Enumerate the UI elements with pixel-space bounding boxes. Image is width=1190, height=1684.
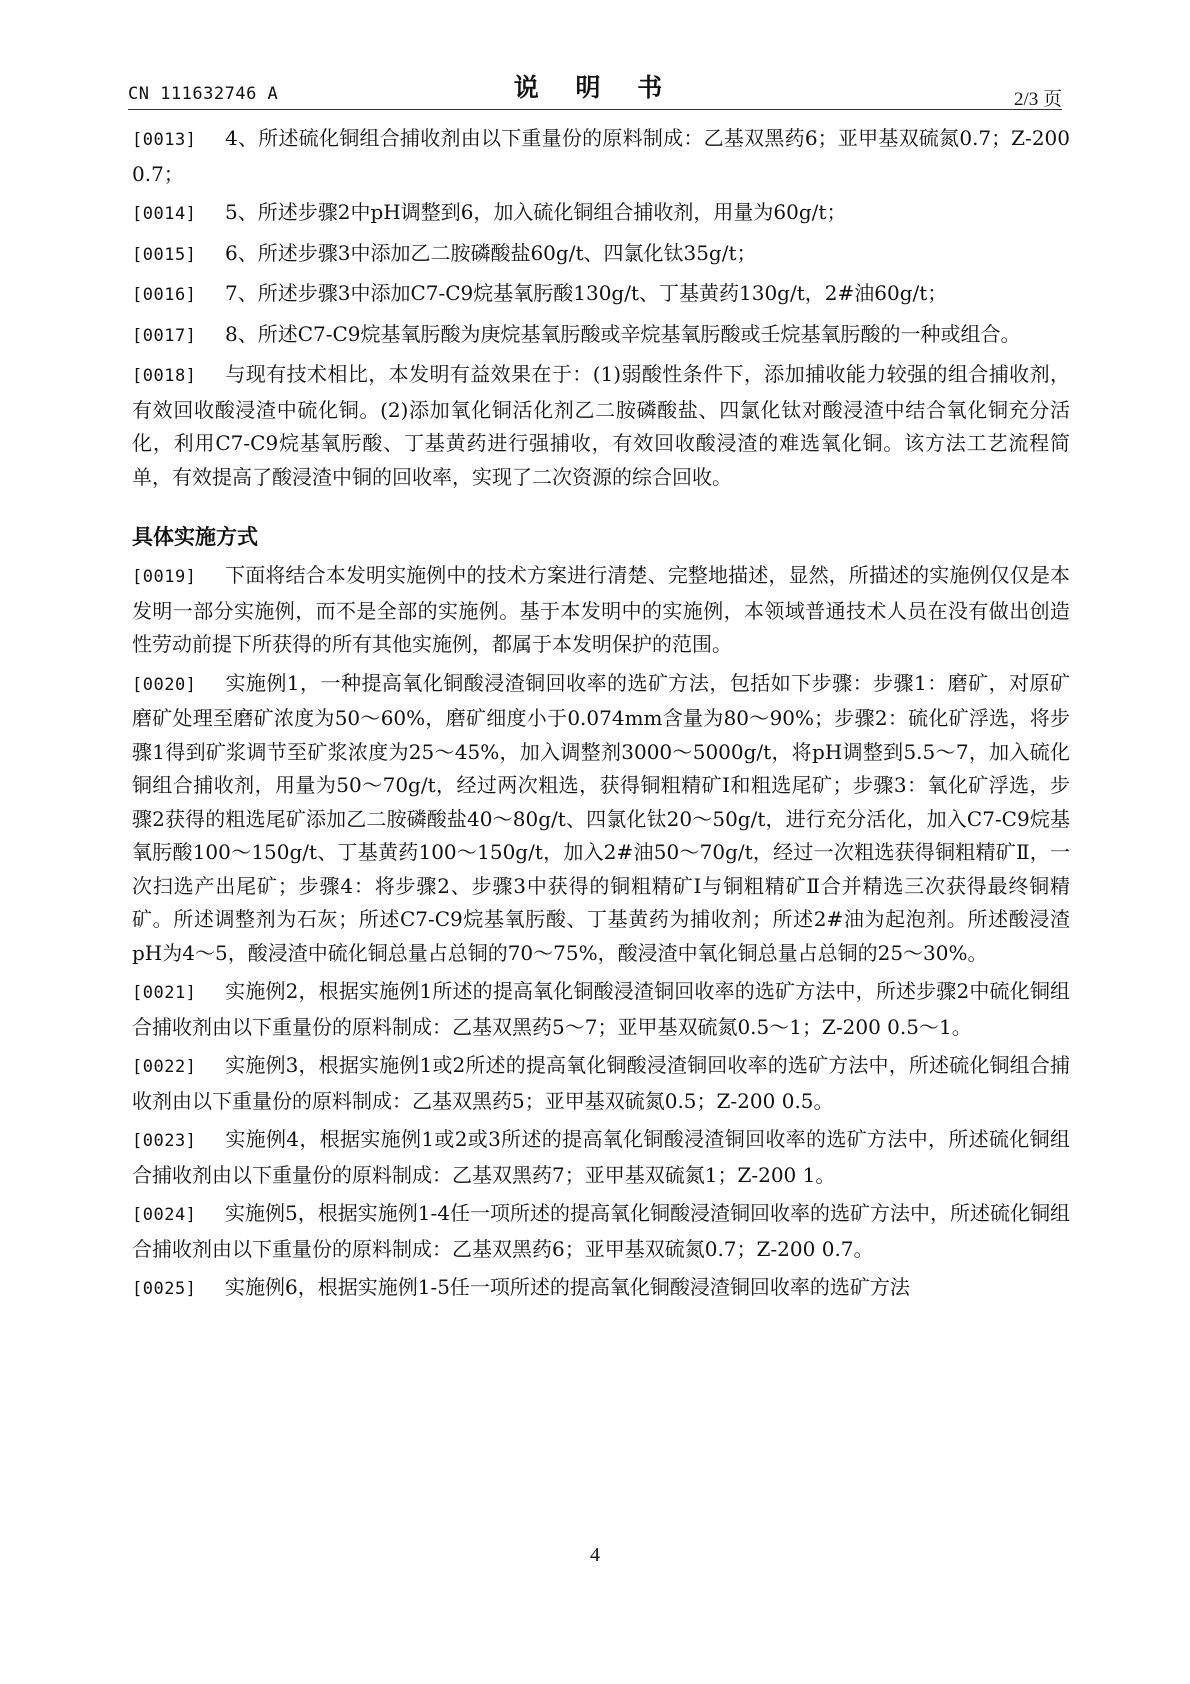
paragraph-tag: [0013] <box>132 130 197 150</box>
document-title: 说 明 书 <box>513 73 677 102</box>
page-number: 4 <box>590 1544 600 1566</box>
page-header <box>128 60 1062 110</box>
paragraph-text: 下面将结合本发明实施例中的技术方案进行清楚、完整地描述，显然，所描述的实施例仅仅是本发明一部分实施例，而不是全部的实施例。基于本发明中的实施例，本领域普通技术人员在没有做出创造性劳动前提下所获得的所有其他实施例，都属于本发明保护的范围。 <box>132 563 1070 656</box>
paragraph-tag: [0018] <box>132 366 197 386</box>
paragraph-0015 <box>132 237 1070 273</box>
paragraph-text: 与现有技术相比，本发明有益效果在于：(1)弱酸性条件下，添加捕收能力较强的组合捕收剂，有效回收酸浸渣中硫化铜。(2)添加氧化铜活化剂乙二胺磷酸盐、四氯化钛对酸浸渣中结合氧化铜充分活化，利用C7-C9烷基氧肟酸、丁基黄药进行强捕收，有效回收酸浸渣的难选氧化铜。该方法工艺流程简单，有效提高了酸浸渣中铜的回收率，实现了二次资源的综合回收。 <box>132 362 1070 489</box>
paragraph-tag: [0025] <box>132 1279 197 1299</box>
section-heading: 具体实施方式 <box>132 525 258 549</box>
paragraph-tag: [0024] <box>132 1205 197 1225</box>
paragraph-text: 实施例4，根据实施例1或2或3所述的提高氧化铜酸浸渣铜回收率的选矿方法中，所述硫化铜组合捕收剂由以下重量份的原料制成：乙基双黑药7；亚甲基双硫氮1；Z-200 1。 <box>132 1127 1070 1187</box>
paragraph-0016 <box>132 277 1070 313</box>
paragraph-text: 实施例1，一种提高氧化铜酸浸渣铜回收率的选矿方法，包括如下步骤：步骤1：磨矿，对原矿磨矿处理至磨矿浓度为50～60%，磨矿细度小于0.074mm含量为80～90%；步骤2：硫化矿浮选，将步骤1得到矿浆调节至矿浆浓度为25～45%，加入调整剂3000～5000g/t，将pH调整到5.5～7，加入硫化铜组合捕收剂，用量为50～70g/t，经过两次粗选，获得铜粗精矿Ⅰ和粗选尾矿；步骤3：氧化矿浮选，步骤2获得的粗选尾矿添加乙二胺磷酸盐40～80g/t、四氯化钛20～50g/t，进行充分活化，加入C7-C9烷基氧肟酸100～150g/t、丁基黄药100～150g/t，加入2#油50～70g/t，经过一次粗选获得铜粗精矿Ⅱ，一次扫选产出尾矿；步骤4：将步骤2、步骤3中获得的铜粗精矿Ⅰ与铜粗精矿Ⅱ合并精选三次获得最终铜精矿。所述调整剂为石灰；所述C7-C9烷基氧肟酸、丁基黄药为捕收剂；所述2#油为起泡剂。所述酸浸渣pH为4～5，酸浸渣中硫化铜总量占总铜的70～75%，酸浸渣中氧化铜总量占总铜的25～30%。 <box>132 670 1070 965</box>
paragraph-tag: [0022] <box>132 1057 197 1077</box>
paragraph-tag: [0019] <box>132 567 197 587</box>
paragraph-text: 8、所述C7-C9烷基氧肟酸为庚烷基氧肟酸或辛烷基氧肟酸或壬烷基氧肟酸的一种或组合。 <box>225 321 1021 346</box>
paragraph-text: 6、所述步骤3中添加乙二胺磷酸盐60g/t、四氯化钛35g/t； <box>225 240 757 265</box>
paragraph-0020 <box>132 667 1070 971</box>
paragraph-0013 <box>132 122 1070 191</box>
paragraph-tag: [0016] <box>132 285 197 305</box>
paragraph-0021 <box>132 975 1070 1044</box>
paragraph-text: 7、所述步骤3中添加C7-C9烷基氧肟酸130g/t、丁基黄药130g/t，2#油60g/t； <box>225 281 948 305</box>
paragraph-text: 实施例3，根据实施例1或2所述的提高氧化铜酸浸渣铜回收率的选矿方法中，所述硫化铜组合捕收剂由以下重量份的原料制成：乙基双黑药5；亚甲基双硫氮0.5；Z-200 0.5。 <box>132 1053 1070 1113</box>
paragraph-tag: [0017] <box>132 325 197 346</box>
document-body <box>132 122 1070 1312</box>
paragraph-tag: [0014] <box>132 204 197 224</box>
paragraph-0017 <box>132 318 1070 354</box>
patent-number: CN 111632746 A <box>128 84 279 104</box>
paragraph-text: 实施例5，根据实施例1-4任一项所述的提高氧化铜酸浸渣铜回收率的选矿方法中，所述硫化铜组合捕收剂由以下重量份的原料制成：乙基双黑药6；亚甲基双硫氮0.7；Z-200 0.7。 <box>132 1201 1070 1261</box>
paragraph-0024 <box>132 1197 1070 1266</box>
header-rule <box>128 109 1062 110</box>
paragraph-tag: [0023] <box>132 1131 197 1151</box>
paragraph-0023 <box>132 1123 1070 1192</box>
page-indicator: 2/3 页 <box>1013 89 1062 110</box>
paragraph-0014 <box>132 196 1070 232</box>
paragraph-text: 实施例2，根据实施例1所述的提高氧化铜酸浸渣铜回收率的选矿方法中，所述步骤2中硫化铜组合捕收剂由以下重量份的原料制成：乙基双黑药5～7；亚甲基双硫氮0.5～1；Z-200 0.5～1。 <box>132 979 1070 1039</box>
paragraph-0018 <box>132 358 1070 494</box>
paragraph-text: 4、所述硫化铜组合捕收剂由以下重量份的原料制成：乙基双黑药6；亚甲基双硫氮0.7；Z-200 0.7； <box>132 126 1070 186</box>
paragraph-text: 5、所述步骤2中pH调整到6，加入硫化铜组合捕收剂，用量为60g/t； <box>225 200 847 224</box>
paragraph-0022 <box>132 1049 1070 1118</box>
paragraph-0025 <box>132 1271 1070 1307</box>
paragraph-0019 <box>132 559 1070 662</box>
paragraph-tag: [0020] <box>132 674 197 695</box>
paragraph-tag: [0015] <box>132 244 197 265</box>
paragraph-text: 实施例6，根据实施例1-5任一项所述的提高氧化铜酸浸渣铜回收率的选矿方法 <box>225 1275 910 1299</box>
paragraph-tag: [0021] <box>132 983 197 1003</box>
